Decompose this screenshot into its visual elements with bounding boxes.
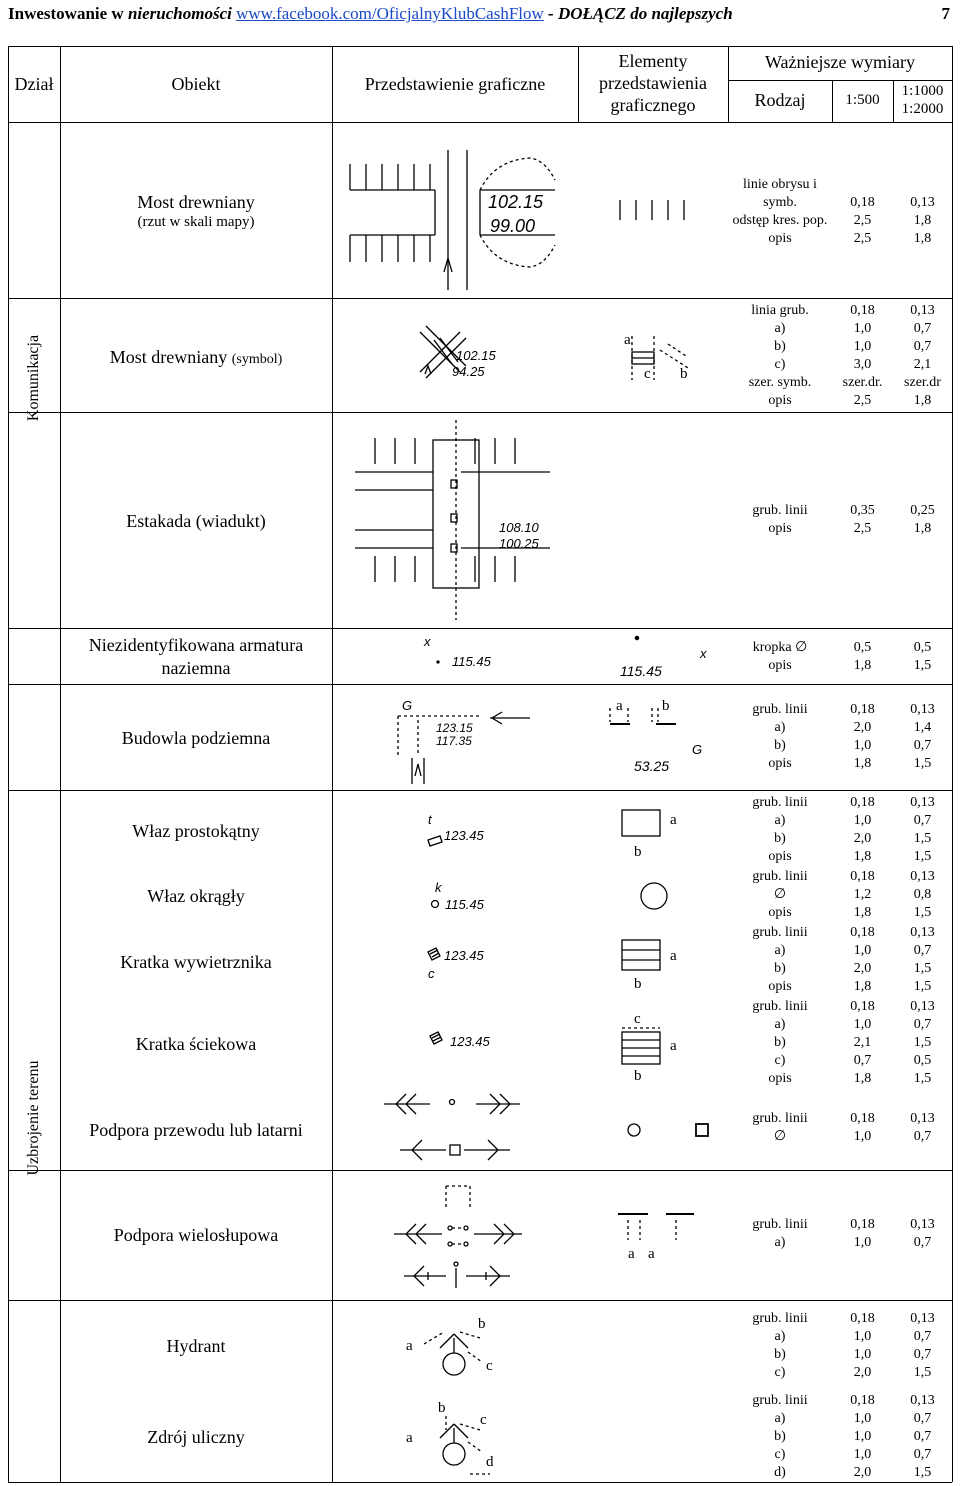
v500-zdroj: 0,18 1,0 1,0 1,0 2,0 xyxy=(850,1393,875,1480)
v1000-podpora: 0,13 0,7 xyxy=(910,1111,935,1144)
svg-text:102.15: 102.15 xyxy=(456,348,496,363)
page-number: 7 xyxy=(941,4,950,23)
v500-budowla: 0,18 2,0 1,0 1,8 xyxy=(850,702,875,771)
street-fountain-drawing xyxy=(400,1394,510,1480)
bridge-symbol-element xyxy=(612,322,712,392)
v1000-wieloslup: 0,13 0,7 xyxy=(910,1217,935,1250)
svg-text:94.25: 94.25 xyxy=(452,364,485,379)
v500-kratka-sc: 0,18 1,0 2,1 0,7 1,8 xyxy=(850,999,875,1086)
v500-most-symbol: 0,18 1,0 1,0 3,0 szer.dr. 2,5 xyxy=(842,303,883,408)
svg-text:c: c xyxy=(480,1412,487,1428)
obj-most-mapa-sub: (rzut w skali mapy) xyxy=(137,214,255,230)
svg-text:108.10: 108.10 xyxy=(499,520,539,535)
svg-text:a: a xyxy=(616,698,623,714)
v1000-most-symbol: 0,13 0,7 0,7 2,1 szer.dr 1,8 xyxy=(904,303,941,408)
v1000-budowla: 0,13 1,4 0,7 1,5 xyxy=(910,702,935,771)
pole-drawing xyxy=(380,1090,540,1162)
svg-text:G: G xyxy=(692,742,703,757)
col-wymiary: Ważniejsze wymiary xyxy=(765,52,915,72)
svg-text:a: a xyxy=(670,812,677,828)
svg-text:b: b xyxy=(662,698,670,714)
svg-text:b: b xyxy=(478,1316,486,1332)
viaduct-drawing xyxy=(345,420,570,620)
svg-text:a: a xyxy=(648,1246,655,1262)
v500-estakada: 0,35 2,5 xyxy=(850,503,875,536)
svg-text:b: b xyxy=(634,1068,642,1084)
rodzaj-budowla: grub. linii a) b) opis xyxy=(752,702,808,771)
rodzaj-wieloslup: grub. linii a) xyxy=(752,1217,808,1250)
svg-text:c: c xyxy=(634,1011,641,1027)
round-manhole-element xyxy=(636,878,676,914)
svg-text:x: x xyxy=(424,634,431,649)
v500-wlaz-prost: 0,18 1,0 2,0 1,8 xyxy=(850,795,875,864)
v1000-kratka-sc: 0,13 0,7 1,5 0,5 1,5 xyxy=(910,999,935,1086)
svg-text:b: b xyxy=(438,1400,446,1416)
v1000-kratka-wyw: 0,13 0,7 1,5 1,5 xyxy=(910,925,935,994)
v1000-wlaz-prost: 0,13 0,7 1,5 1,5 xyxy=(910,795,935,864)
svg-text:123.15: 123.15 xyxy=(436,721,473,735)
svg-text:x: x xyxy=(700,646,707,661)
facebook-link[interactable]: www.facebook.com/OficjalnyKlubCashFlow xyxy=(236,4,544,23)
v500-podpora: 0,18 1,0 xyxy=(850,1111,875,1144)
label-b: b xyxy=(680,366,688,382)
drain-grate-drawing xyxy=(420,1028,520,1058)
svg-text:100.25: 100.25 xyxy=(499,536,539,551)
obj-kratka-wyw: Kratka wywietrznika xyxy=(120,952,272,972)
page-header xyxy=(0,0,960,30)
svg-text:G: G xyxy=(402,698,413,713)
v500-most-mapa: 0,18 2,5 2,5 xyxy=(850,195,875,246)
v1000-hydrant: 0,13 0,7 0,7 1,5 xyxy=(910,1311,935,1380)
v500-armatura: 0,5 1,8 xyxy=(853,640,872,673)
svg-text:102.15: 102.15 xyxy=(488,192,544,212)
svg-text:117.35: 117.35 xyxy=(436,734,472,748)
multipole-drawing xyxy=(390,1178,540,1290)
underground-element xyxy=(600,696,718,776)
rodzaj-kratka-wyw: grub. linii a) b) opis xyxy=(752,925,808,994)
label-c: c xyxy=(644,366,651,382)
rodzaj-estakada: grub. linii opis xyxy=(752,503,808,536)
title-prefix: Inwestowanie w xyxy=(8,4,128,23)
rodzaj-wlaz-okr: grub. linii ∅ opis xyxy=(752,869,808,920)
rodzaj-most-symbol: linia grub. a) b) c) szer. symb. opis xyxy=(748,303,812,408)
obj-wlaz-okr: Właz okrągły xyxy=(147,886,245,906)
header-title xyxy=(8,4,733,24)
multipole-element xyxy=(610,1206,710,1266)
hydrant-drawing xyxy=(400,1308,510,1388)
obj-kratka-sc: Kratka ściekowa xyxy=(135,1034,257,1054)
rodzaj-hydrant: grub. linii a) b) c) xyxy=(752,1311,808,1380)
svg-text:a: a xyxy=(628,1246,635,1262)
v1000-estakada: 0,25 1,8 xyxy=(910,503,935,536)
obj-podpora: Podpora przewodu lub latarni xyxy=(89,1120,303,1140)
obj-hydrant: Hydrant xyxy=(166,1336,226,1356)
svg-text:123.45: 123.45 xyxy=(444,948,484,963)
rodzaj-zdroj: grub. linii a) b) c) d) xyxy=(752,1393,808,1480)
svg-text:c: c xyxy=(486,1358,493,1374)
title-italic: nieruchomości xyxy=(127,4,232,23)
armature-element xyxy=(610,630,720,680)
svg-text:53.25: 53.25 xyxy=(634,758,670,774)
pole-element xyxy=(620,1118,720,1148)
label-a: a xyxy=(624,332,631,348)
col-dzial: Dział xyxy=(14,74,54,94)
obj-estakada: Estakada (wiadukt) xyxy=(126,511,266,531)
col-1-500: 1:500 xyxy=(845,92,880,108)
v500-wlaz-okr: 0,18 1,2 1,8 xyxy=(850,869,875,920)
rodzaj-most-mapa: linie obrysu i symb. odstęp kres. pop. opis xyxy=(732,177,828,246)
v500-kratka-wyw: 0,18 1,0 2,0 1,8 xyxy=(850,925,875,994)
v1000-zdroj: 0,13 0,7 0,7 0,7 1,5 xyxy=(910,1393,935,1480)
section-uzbrojenie: Uzbrojenie terenu xyxy=(25,1060,42,1176)
svg-text:123.45: 123.45 xyxy=(450,1034,490,1049)
bridge-map-drawing xyxy=(340,150,570,290)
obj-wlaz-prost: Właz prostokątny xyxy=(132,821,260,841)
v500-wieloslup: 0,18 1,0 xyxy=(850,1217,875,1250)
rect-manhole-element xyxy=(612,802,712,862)
vent-grate-element xyxy=(612,934,712,994)
svg-text:115.45: 115.45 xyxy=(620,663,662,679)
svg-text:t: t xyxy=(428,812,432,827)
rodzaj-wlaz-prost: grub. linii a) b) opis xyxy=(752,795,808,864)
vent-grate-drawing xyxy=(420,944,520,984)
obj-zdroj: Zdrój uliczny xyxy=(147,1427,245,1447)
col-przedstawienie: Przedstawienie graficzne xyxy=(364,74,546,94)
bridge-symbol-drawing xyxy=(400,322,540,392)
svg-text:99.00: 99.00 xyxy=(490,216,536,236)
svg-text:115.45: 115.45 xyxy=(445,897,484,912)
v1000-wlaz-okr: 0,13 0,8 1,5 xyxy=(910,869,935,920)
svg-text:a: a xyxy=(670,1038,677,1054)
v1000-most-mapa: 0,13 1,8 1,8 xyxy=(910,195,935,246)
svg-text:a: a xyxy=(406,1430,413,1446)
rodzaj-podpora: grub. linii ∅ xyxy=(752,1111,808,1144)
bridge-map-element xyxy=(590,190,700,230)
round-manhole-drawing xyxy=(425,878,525,914)
obj-wieloslup: Podpora wielosłupowa xyxy=(113,1225,279,1245)
col-rodzaj: Rodzaj xyxy=(754,90,806,110)
svg-text:c: c xyxy=(428,966,435,981)
svg-text:d: d xyxy=(486,1454,494,1470)
section-komunikacja: Komunikacja xyxy=(25,334,42,422)
col-elementy: Elementy przedstawienia graficznego xyxy=(599,51,707,115)
svg-text:115.45: 115.45 xyxy=(452,654,491,669)
svg-text:a: a xyxy=(406,1338,413,1354)
svg-text:123.45: 123.45 xyxy=(444,828,484,843)
svg-text:b: b xyxy=(634,844,642,860)
underground-drawing xyxy=(390,696,540,786)
v500-hydrant: 0,18 1,0 1,0 2,0 xyxy=(850,1311,875,1380)
rodzaj-armatura: kropka ∅ opis xyxy=(752,640,808,673)
drain-grate-element xyxy=(612,1010,712,1082)
svg-text:b: b xyxy=(634,976,642,992)
join-text: - DOŁĄCZ do najlepszych xyxy=(543,4,733,23)
obj-most-symbol: Most drewniany (symbol) xyxy=(109,347,283,367)
obj-armatura: Niezidentyfikowana armatura naziemna xyxy=(88,635,304,678)
obj-budowla: Budowla podziemna xyxy=(121,728,271,748)
svg-text:k: k xyxy=(435,880,442,895)
obj-most-mapa: Most drewniany xyxy=(137,192,255,212)
svg-text:a: a xyxy=(670,948,677,964)
rect-manhole-drawing xyxy=(420,810,520,850)
rodzaj-kratka-sc: grub. linii a) b) c) opis xyxy=(752,999,808,1086)
v1000-armatura: 0,5 1,5 xyxy=(913,640,932,673)
col-1-1000: 1:1000 1:2000 xyxy=(901,83,944,117)
col-obiekt: Obiekt xyxy=(171,74,221,94)
armature-drawing xyxy=(420,634,520,674)
